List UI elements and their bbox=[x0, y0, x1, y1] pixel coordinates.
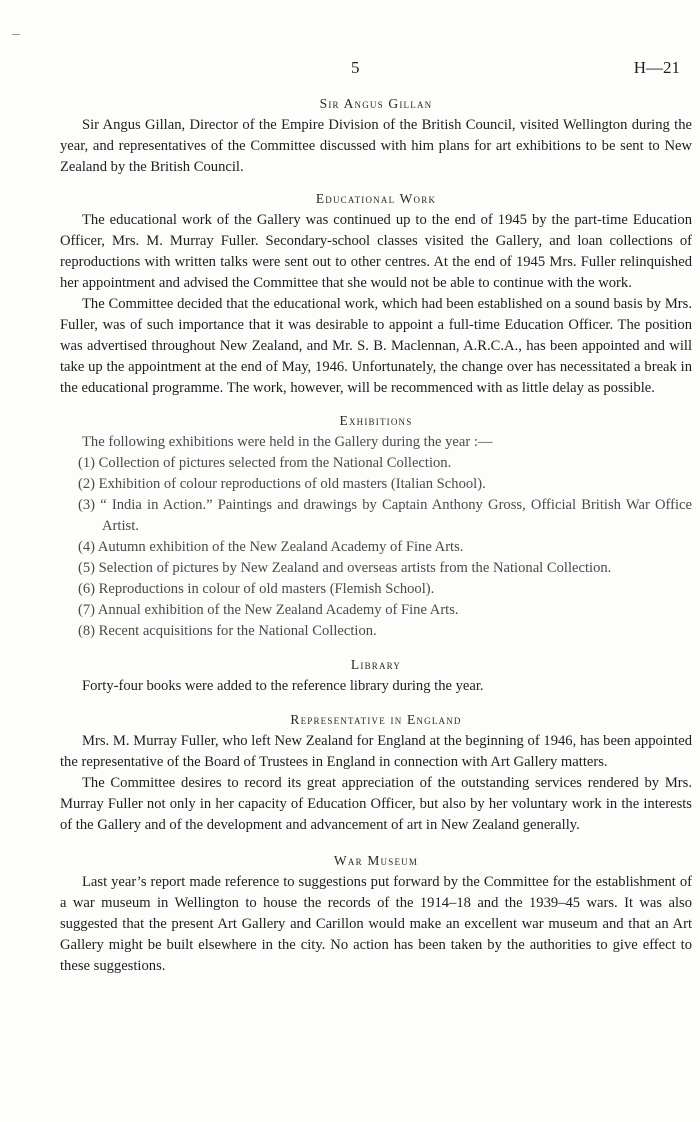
paragraph: The educational work of the Gallery was continued up to the end of 1945 by the part-time Education Officer, Mrs. M. Murray Fuller. Secondary-school classes visited the Gallery, and loan collections of reproductions with written talks were sent out to other centres. At the end of 1945 Mrs. Fuller relinquished her appointment and advised the Committee that she would not be able to continue with the work. bbox=[60, 212, 692, 291]
section-heading: Representative in England bbox=[290, 712, 462, 727]
section-heading: Educational Work bbox=[315, 191, 437, 206]
paragraph: The Committee desires to record its great appreciation of the outstanding services rendered by Mrs. Murray Fuller not only in her capacity of Education Officer, but also by her voluntary work in the interests of the Gallery and of the development and advancement of art in New Zealand generally. bbox=[60, 775, 692, 833]
list-item: (4) Autumn exhibition of the New Zealand Academy of Fine Arts. bbox=[78, 539, 464, 555]
section-educational-work bbox=[60, 188, 692, 399]
list-item: (3) “ India in Action.” Paintings and drawings by Captain Anthony Gross, Official British War Office Artist. bbox=[78, 497, 692, 534]
section-heading: Exhibitions bbox=[339, 413, 413, 428]
section-heading: War Museum bbox=[333, 853, 419, 868]
section-heading: Library bbox=[350, 657, 402, 672]
list-item: (5) Selection of pictures by New Zealand and overseas artists from the National Collection. bbox=[78, 560, 612, 576]
section-library bbox=[60, 654, 692, 697]
list-item: (7) Annual exhibition of the New Zealand Academy of Fine Arts. bbox=[78, 602, 459, 618]
section-exhibitions bbox=[60, 410, 692, 642]
page-header bbox=[0, 58, 700, 80]
list-item: (8) Recent acquisitions for the National Collection. bbox=[78, 623, 377, 639]
list-item: (6) Reproductions in colour of old masters (Flemish School). bbox=[78, 581, 435, 597]
paragraph: The Committee decided that the educational work, which had been established on a sound basis by Mrs. Fuller, was of such importance that it was desirable to appoint a full-time Education Officer. The position was advertised throughout New Zealand, and Mr. S. B. Maclennan, A.R.C.A., has been appointed and will take up the appointment at the end of May, 1946. Unfortunately, the change over has necessitated a break in the educational programme. The work, however, will be recommenced with as little delay as possible. bbox=[60, 296, 692, 396]
page-body bbox=[60, 93, 692, 977]
section-heading: Sir Angus Gillan bbox=[319, 96, 433, 111]
list-intro: The following exhibitions were held in the Gallery during the year :— bbox=[82, 434, 493, 450]
list-item: (1) Collection of pictures selected from the National Collection. bbox=[78, 455, 452, 471]
paragraph: Mrs. M. Murray Fuller, who left New Zealand for England at the beginning of 1946, has been appointed the representative of the Board of Trustees in England in connection with Art Gallery matters. bbox=[60, 733, 692, 770]
section-representative-in-england bbox=[60, 709, 692, 836]
section-sir-angus-gillan bbox=[60, 93, 692, 178]
page-number: 5 bbox=[351, 58, 360, 77]
exhibition-list bbox=[60, 453, 692, 642]
document-reference: H—21 bbox=[633, 58, 680, 77]
section-war-museum bbox=[60, 850, 692, 977]
paragraph: Sir Angus Gillan, Director of the Empire Division of the British Council, visited Wellington during the year, and representatives of the Committee discussed with him plans for art exhibitions to be sent to New Zealand by the British Council. bbox=[60, 117, 692, 175]
list-item: (2) Exhibition of colour reproductions of old masters (Italian School). bbox=[78, 476, 486, 492]
corner-mark bbox=[12, 34, 20, 35]
paragraph: Forty-four books were added to the reference library during the year. bbox=[82, 678, 484, 694]
paragraph: Last year’s report made reference to suggestions put forward by the Committee for the establishment of a war museum in Wellington to house the records of the 1914–18 and the 1939–45 wars. It was also suggested that the present Art Gallery and Carillon would make an excellent war museum and that an Art Gallery might be built elsewhere in the city. No action has been taken by the authorities to give effect to these suggestions. bbox=[60, 874, 692, 974]
